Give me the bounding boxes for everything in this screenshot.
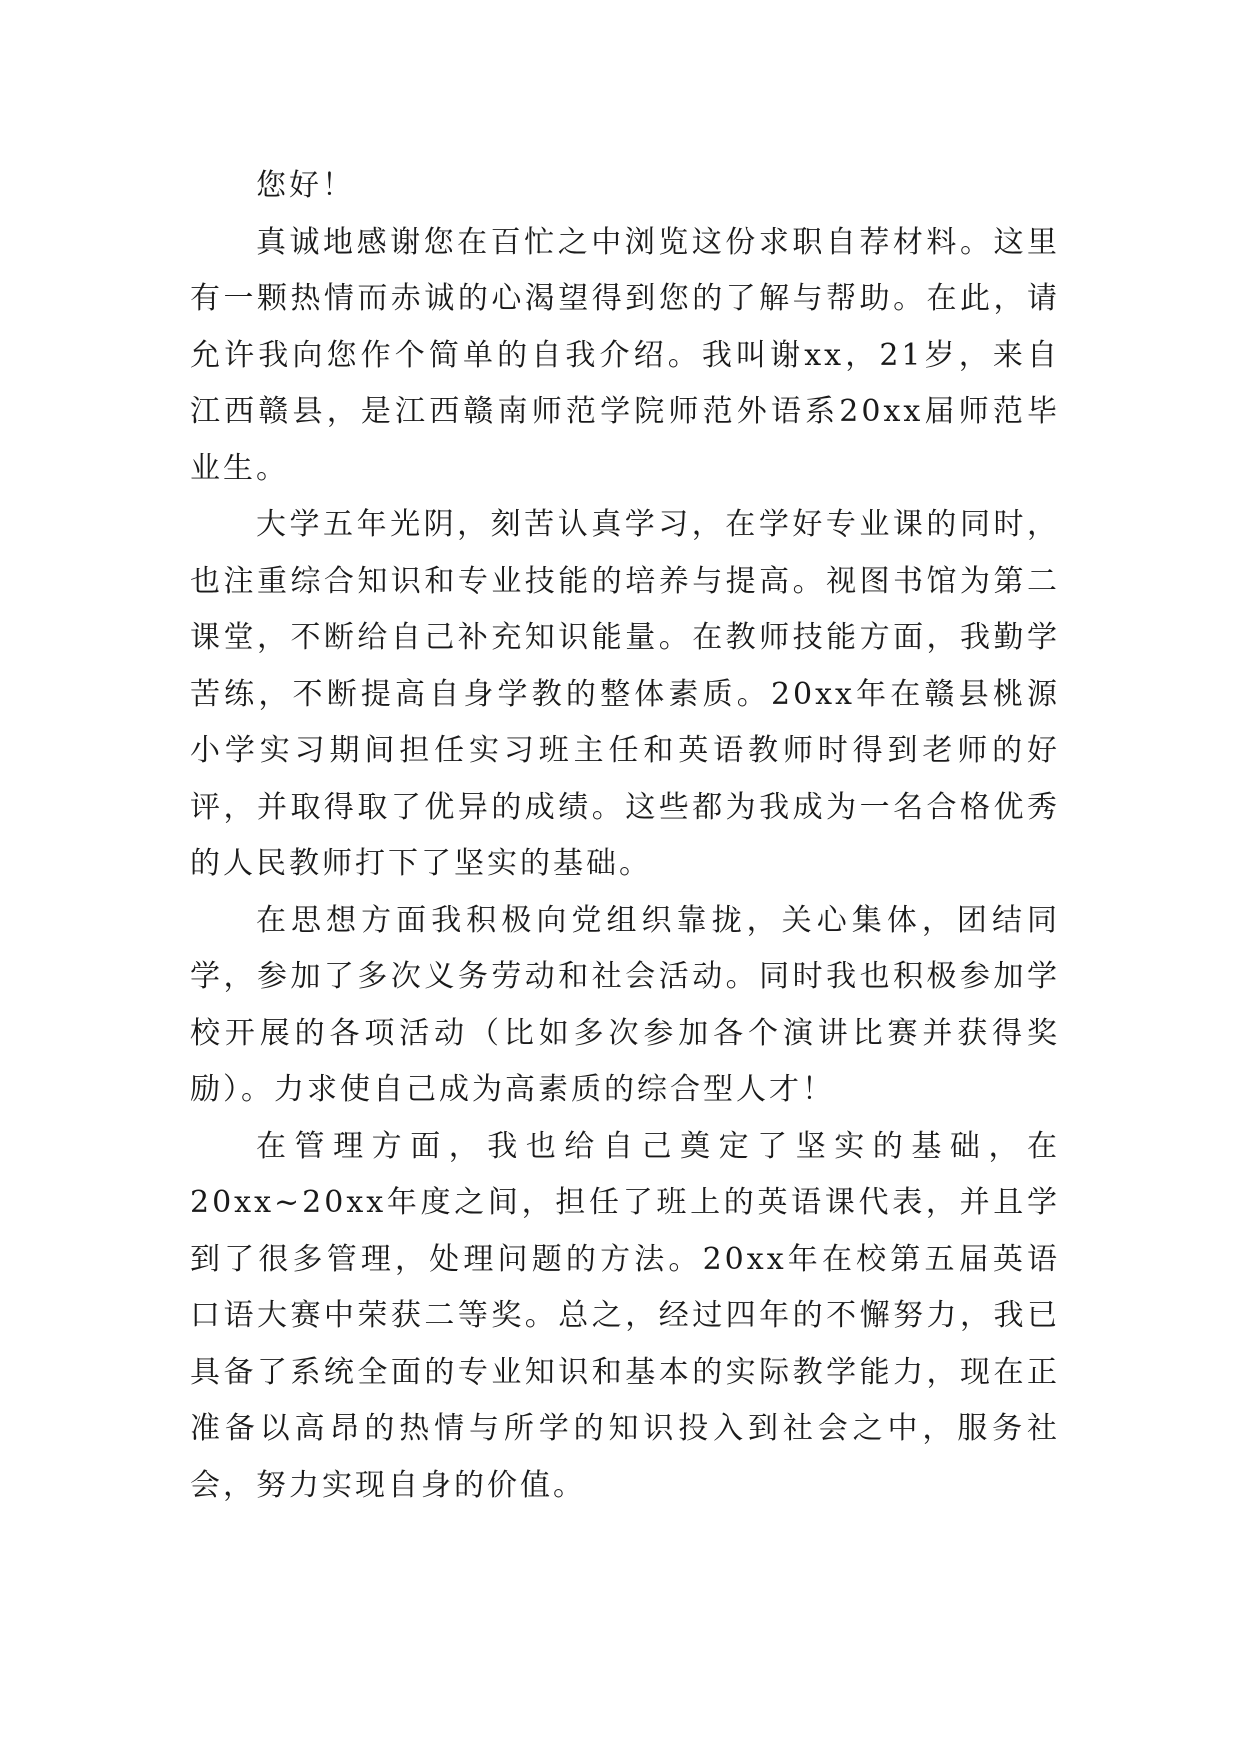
greeting: 您好！	[256, 168, 355, 203]
paragraph-study: 大学五年光阴，刻苦认真学习，在学好专业课的同时，也注重综合知识和专业技能的培养与提高。视图书馆为第二课堂，不断给自己补充知识能量。在教师技能方面，我勤学苦练，不断提高自身学教的整体素质。20xx年在赣县桃源小学实习期间担任实习班主任和英语教师时得到老师的好评，并取得取了优异的成绩。这些都为我成为一名合格优秀的人民教师打下了坚实的基础。	[190, 507, 1060, 881]
letter-body	[190, 158, 1060, 1514]
paragraph-introduction: 真诚地感谢您在百忙之中浏览这份求职自荐材料。这里有一颗热情而赤诚的心渴望得到您的了解与帮助。在此，请允许我向您作个简单的自我介绍。我叫谢xx，21岁，来自江西赣县，是江西赣南师范学院师范外语系20xx届师范毕业生。	[190, 224, 1060, 486]
paragraph-management: 在管理方面，我也给自己奠定了坚实的基础，在20xx~20xx年度之间，担任了班上的英语课代表，并且学到了很多管理，处理问题的方法。20xx年在校第五届英语口语大赛中荣获二等奖。总之，经过四年的不懈努力，我已具备了系统全面的专业知识和基本的实际教学能力，现在正准备以高昂的热情与所学的知识投入到社会之中，服务社会，努力实现自身的价值。	[190, 1128, 1060, 1503]
paragraph-ideology: 在思想方面我积极向党组织靠拢，关心集体，团结同学，参加了多次义务劳动和社会活动。同时我也积极参加学校开展的各项活动（比如多次参加各个演讲比赛并获得奖励）。力求使自己成为高素质的综合型人才！	[190, 902, 1060, 1107]
